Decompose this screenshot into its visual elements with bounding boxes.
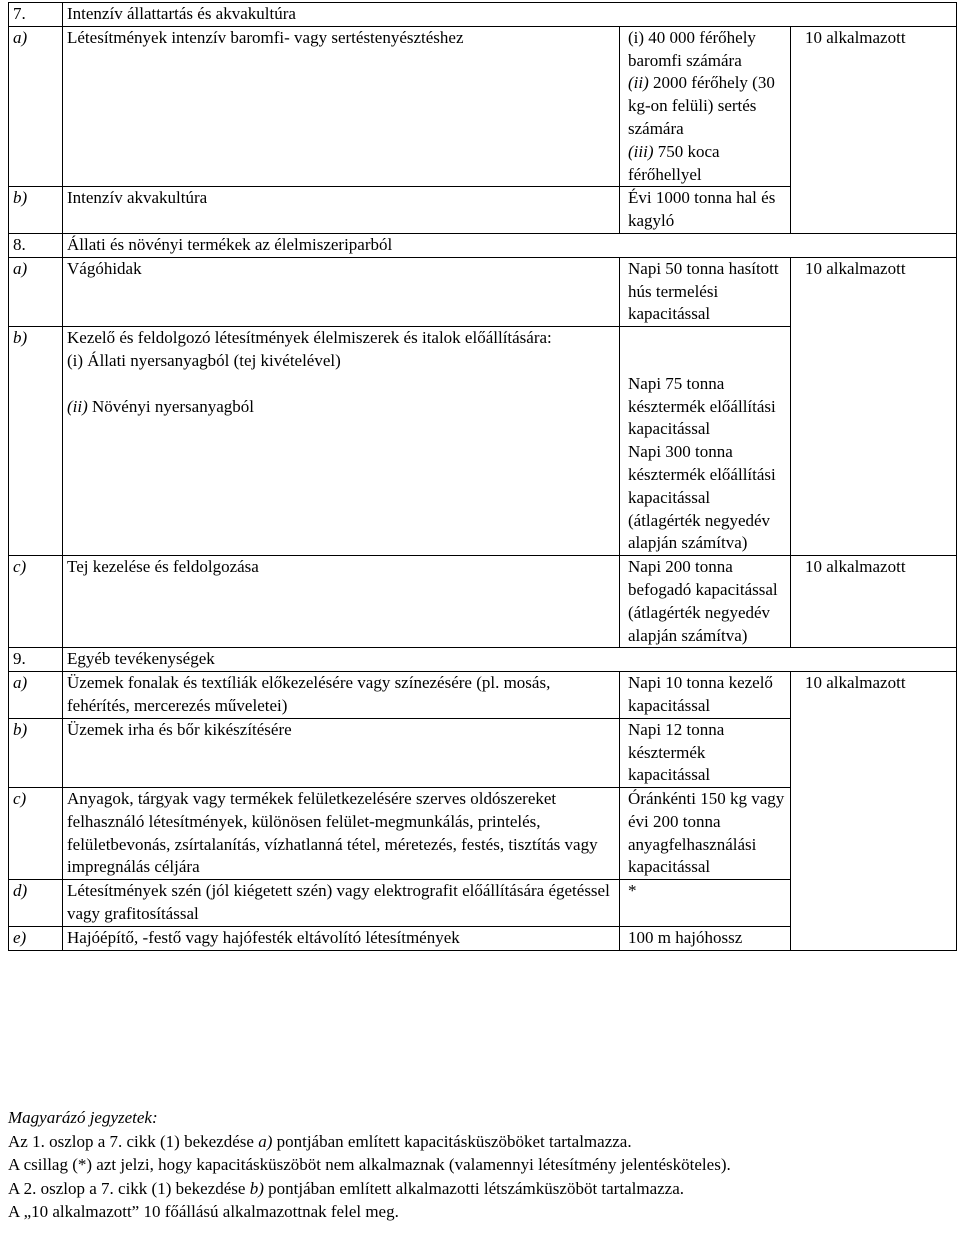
- capacity-threshold: [620, 26, 791, 187]
- note-3: A 2. oszlop a 7. cikk (1) bekezdése b) pontjában említett alkalmazotti létszámküszöböt tartalmazza.: [8, 1178, 684, 1198]
- capacity-threshold: [620, 327, 791, 556]
- capacity-item-iii: (iii) 750 koca férőhellyel: [628, 141, 720, 184]
- section-9-title: Egyéb tevékenységek: [63, 648, 957, 672]
- table-row: [9, 672, 957, 719]
- activity-description: Tej kezelése és feldolgozása: [63, 556, 620, 648]
- table-row: [9, 718, 957, 787]
- activity-description: Létesítmények intenzív baromfi- vagy sertéstenyésztéshez: [63, 26, 620, 187]
- employee-threshold: 10 alkalmazott: [791, 257, 957, 326]
- employee-threshold: [791, 187, 957, 234]
- capacity-threshold: Napi 50 tonna hasított hús termelési kapacitással: [620, 257, 791, 326]
- row-letter: a): [9, 257, 63, 326]
- capacity-threshold: Napi 10 tonna kezelő kapacitással: [620, 672, 791, 719]
- sub-item-ii: (ii) Növényi nyersanyagból: [67, 396, 254, 416]
- table-row: [9, 556, 957, 648]
- row-letter: c): [9, 788, 63, 880]
- capacity-threshold: Napi 12 tonna késztermék kapacitással: [620, 718, 791, 787]
- capacity-item-ii: (ii) 2000 férőhely (30 kg-on felüli) sertés számára: [628, 73, 775, 138]
- activity-description: Anyagok, tárgyak vagy termékek felületkezelésére szerves oldószereket felhasználó létesítmények, különösen felület-megmunkálás, printelés, felületbevonás, zsírtalanítás, vízhatlanná tétel, méretezés, festés, tisztítás vagy impregnálás céljára: [63, 788, 620, 880]
- row-letter: a): [9, 26, 63, 187]
- note-4: A „10 alkalmazott” 10 főállású alkalmazottnak felel meg.: [8, 1202, 399, 1221]
- capacity-threshold: Óránkénti 150 kg vagy évi 200 tonna anyagfelhasználási kapacitással: [620, 788, 791, 880]
- table-row: [9, 926, 957, 950]
- row-letter: c): [9, 556, 63, 648]
- table-row: [9, 187, 957, 234]
- row-letter: d): [9, 880, 63, 927]
- row-letter: b): [9, 718, 63, 787]
- section-7-title: Intenzív állattartás és akvakultúra: [63, 3, 957, 27]
- capacity-threshold: 100 m hajóhossz: [620, 926, 791, 950]
- section-8-title: Állati és növényi termékek az élelmiszeriparból: [63, 233, 957, 257]
- row-letter: b): [9, 187, 63, 234]
- activity-description: [63, 327, 620, 556]
- employee-threshold: 10 alkalmazott: [791, 672, 957, 719]
- section-9-header-row: [9, 648, 957, 672]
- section-8-header-row: [9, 233, 957, 257]
- section-9-number: 9.: [9, 648, 63, 672]
- table-row: [9, 788, 957, 880]
- activity-intro: Kezelő és feldolgozó létesítmények élelmiszerek és italok előállítására:: [67, 328, 552, 348]
- activity-description: Vágóhidak: [63, 257, 620, 326]
- employee-threshold: [791, 327, 957, 556]
- table-row: [9, 880, 957, 927]
- section-8-number: 8.: [9, 233, 63, 257]
- activity-description: Intenzív akvakultúra: [63, 187, 620, 234]
- explanatory-notes: [8, 1106, 956, 1224]
- row-letter: b): [9, 327, 63, 556]
- capacity-threshold: *: [620, 880, 791, 927]
- activity-description: Létesítmények szén (jól kiégetett szén) vagy elektrografit előállítására égetéssel vagy grafitosítással: [63, 880, 620, 927]
- row-letter: e): [9, 926, 63, 950]
- section-7-header-row: [9, 3, 957, 27]
- employee-threshold: 10 alkalmazott: [791, 556, 957, 648]
- employee-threshold: 10 alkalmazott: [791, 26, 957, 187]
- activity-threshold-table: [8, 2, 957, 951]
- employee-threshold: [791, 718, 957, 787]
- activity-description: Hajóépítő, -festő vagy hajófesték eltávolító létesítmények: [63, 926, 620, 950]
- table-row: [9, 26, 957, 187]
- activity-description: Üzemek irha és bőr kikészítésére: [63, 718, 620, 787]
- employee-threshold: [791, 880, 957, 927]
- employee-threshold: [791, 788, 957, 880]
- activity-description: Üzemek fonalak és textíliák előkezelésére vagy színezésére (pl. mosás, fehérítés, mercerezés műveletei): [63, 672, 620, 719]
- capacity-item-ii: Napi 300 tonna késztermék előállítási kapacitással (átlagérték negyedév alapján számítva): [628, 442, 776, 553]
- table-row: [9, 257, 957, 326]
- capacity-item-i: Napi 75 tonna késztermék előállítási kapacitással: [628, 373, 776, 439]
- notes-title: Magyarázó jegyzetek:: [8, 1108, 158, 1127]
- employee-threshold: [791, 926, 957, 950]
- note-1: Az 1. oszlop a 7. cikk (1) bekezdése a) pontjában említett kapacitásküszöböket tartalmazza.: [8, 1131, 632, 1151]
- row-letter: a): [9, 672, 63, 719]
- regulation-table-container: [8, 2, 956, 951]
- sub-item-i: (i) Állati nyersanyagból (tej kivételével): [67, 350, 341, 370]
- capacity-threshold: Évi 1000 tonna hal és kagyló: [620, 187, 791, 234]
- capacity-threshold: Napi 200 tonna befogadó kapacitással (átlagérték negyedév alapján számítva): [620, 556, 791, 648]
- note-2: A csillag (*) azt jelzi, hogy kapacitásküszöböt nem alkalmaznak (valamennyi létesítmény jelentésköteles).: [8, 1155, 731, 1174]
- capacity-item-i: (i) 40 000 férőhely baromfi számára: [628, 27, 756, 70]
- section-7-number: 7.: [9, 3, 63, 27]
- table-row: [9, 327, 957, 556]
